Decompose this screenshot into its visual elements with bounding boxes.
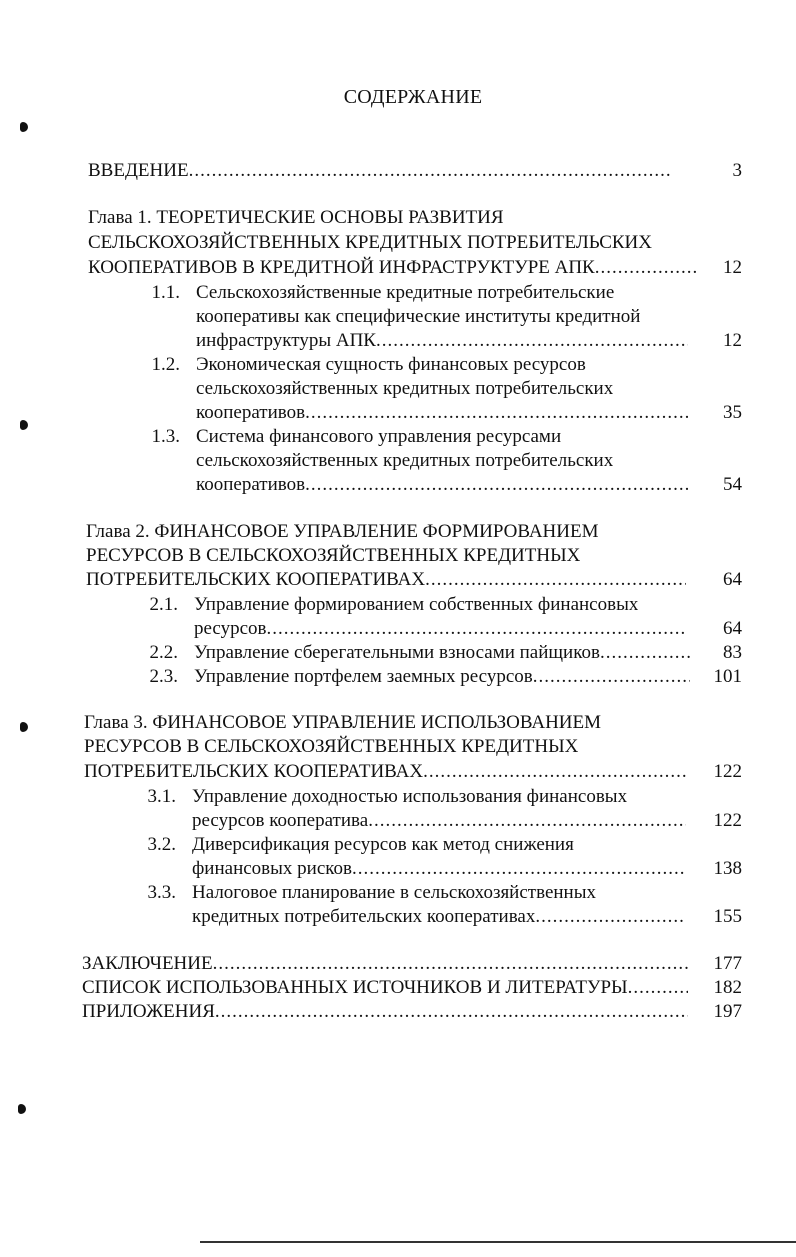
- leader-dots: [376, 329, 688, 353]
- toc-page-number: 12: [723, 257, 742, 278]
- chapter-3-title-line: ПОТРЕБИТЕЛЬСКИХ КООПЕРАТИВАХ: [84, 761, 424, 782]
- toc-entry-section-1-3[interactable]: [196, 473, 688, 497]
- section-2-1-line: ресурсов: [194, 618, 267, 639]
- section-number: 1.3.: [151, 426, 180, 447]
- section-number: 3.1.: [147, 786, 176, 807]
- toc-page-number: 122: [713, 761, 742, 782]
- toc-entry-section-2-2[interactable]: [194, 641, 690, 665]
- toc-page-number: 122: [713, 810, 742, 831]
- section-3-2-line: Диверсификация ресурсов как метод снижения: [192, 834, 574, 855]
- binder-mark: [20, 722, 28, 732]
- section-1-3-line: Система финансового управления ресурсами: [196, 426, 562, 447]
- section-number: 1.1.: [151, 282, 180, 303]
- leader-dots: [368, 809, 686, 833]
- toc-entry-section-2-1[interactable]: [194, 617, 686, 641]
- leader-dots: [213, 952, 688, 976]
- toc-page-number: 64: [723, 618, 742, 639]
- section-number: 2.1.: [149, 594, 178, 615]
- toc-entry-chapter-1[interactable]: [88, 256, 696, 280]
- section-1-3-line: кооперативов: [196, 474, 306, 495]
- toc-page-number: 177: [713, 953, 742, 974]
- toc-page-number: 155: [713, 906, 742, 927]
- toc-page-number: 83: [723, 642, 742, 663]
- leader-dots: [215, 1000, 688, 1024]
- toc-page-number: 182: [713, 977, 742, 998]
- toc-entry-label: ВВЕДЕНИЕ: [88, 160, 189, 181]
- leader-dots: [600, 641, 690, 665]
- section-1-1-line: кооперативы как специфические институты кредитной: [196, 306, 641, 327]
- section-3-3-line: Налоговое планирование в сельскохозяйственных: [192, 882, 596, 903]
- section-number: 3.2.: [147, 834, 176, 855]
- section-1-2-line: Экономическая сущность финансовых ресурсов: [196, 354, 586, 375]
- leader-dots: [305, 473, 688, 497]
- toc-entry-section-3-1[interactable]: [192, 809, 686, 833]
- section-3-3-line: кредитных потребительских кооперативах: [192, 906, 536, 927]
- section-2-3-line: Управление портфелем заемных ресурсов: [194, 666, 533, 687]
- toc-entry-label: ПРИЛОЖЕНИЯ: [82, 1001, 215, 1022]
- toc-entry-intro[interactable]: [88, 159, 672, 183]
- toc-page-number: 3: [732, 160, 742, 181]
- leader-dots: [535, 905, 686, 929]
- toc-entry-section-1-2[interactable]: [196, 401, 688, 425]
- toc-entry-label: ЗАКЛЮЧЕНИЕ: [82, 953, 213, 974]
- binder-mark: [20, 122, 28, 132]
- section-3-2-line: финансовых рисков: [192, 858, 353, 879]
- leader-dots: [533, 665, 690, 689]
- leader-dots: [352, 857, 686, 881]
- toc-entry-label: СПИСОК ИСПОЛЬЗОВАННЫХ ИСТОЧНИКОВ И ЛИТЕРАТУРЫ: [82, 977, 628, 998]
- section-3-1-line: Управление доходностью использования финансовых: [192, 786, 628, 807]
- chapter-2-title-line: Глава 2. ФИНАНСОВОЕ УПРАВЛЕНИЕ ФОРМИРОВАНИЕМ: [86, 521, 599, 542]
- section-1-1-line: инфраструктуры АПК: [196, 330, 376, 351]
- chapter-2-title-line: РЕСУРСОВ В СЕЛЬСКОХОЗЯЙСТВЕННЫХ КРЕДИТНЫХ: [86, 545, 581, 566]
- chapter-1-title-line: СЕЛЬСКОХОЗЯЙСТВЕННЫХ КРЕДИТНЫХ ПОТРЕБИТЕЛЬСКИХ: [88, 232, 652, 253]
- chapter-1-title-line: Глава 1. ТЕОРЕТИЧЕСКИЕ ОСНОВЫ РАЗВИТИЯ: [88, 207, 504, 228]
- section-2-2-line: Управление сберегательными взносами пайщиков: [194, 642, 600, 663]
- chapter-3-title-line: Глава 3. ФИНАНСОВОЕ УПРАВЛЕНИЕ ИСПОЛЬЗОВАНИЕМ: [84, 712, 602, 733]
- scan-edge-line: [200, 1241, 796, 1243]
- toc-entry-chapter-2[interactable]: [86, 568, 686, 592]
- toc-entry-section-3-3[interactable]: [192, 905, 686, 929]
- toc-entry-conclusion[interactable]: [82, 952, 688, 976]
- section-1-3-line: сельскохозяйственных кредитных потребительских: [196, 450, 614, 471]
- section-number: 2.3.: [149, 666, 178, 687]
- leader-dots: [423, 760, 688, 784]
- page-title: СОДЕРЖАНИЕ: [343, 86, 483, 108]
- toc-entry-chapter-3[interactable]: [84, 760, 688, 784]
- section-number: 2.2.: [149, 642, 178, 663]
- section-number: 3.3.: [147, 882, 176, 903]
- leader-dots: [628, 976, 688, 1000]
- binder-mark: [20, 420, 28, 430]
- leader-dots: [305, 401, 688, 425]
- toc-page-number: 35: [723, 402, 742, 423]
- leader-dots: [267, 617, 687, 641]
- toc-page-number: 12: [723, 330, 742, 351]
- chapter-1-title-line: КООПЕРАТИВОВ В КРЕДИТНОЙ ИНФРАСТРУКТУРЕ АПК: [88, 257, 595, 278]
- toc-entry-section-3-2[interactable]: [192, 857, 686, 881]
- toc-entry-appendix[interactable]: [82, 1000, 688, 1024]
- section-1-1-line: Сельскохозяйственные кредитные потребительские: [196, 282, 615, 303]
- toc-page-number: 197: [713, 1001, 742, 1022]
- section-2-1-line: Управление формированием собственных финансовых: [194, 594, 639, 615]
- toc-entry-sources[interactable]: [82, 976, 688, 1000]
- chapter-2-title-line: ПОТРЕБИТЕЛЬСКИХ КООПЕРАТИВАХ: [86, 569, 426, 590]
- toc-page-number: 138: [713, 858, 742, 879]
- chapter-3-title-line: РЕСУРСОВ В СЕЛЬСКОХОЗЯЙСТВЕННЫХ КРЕДИТНЫХ: [84, 736, 579, 757]
- toc-entry-section-1-1[interactable]: [196, 329, 688, 353]
- toc-entry-section-2-3[interactable]: [194, 665, 690, 689]
- toc-page-number: 101: [713, 666, 742, 687]
- toc-page-number: 54: [723, 474, 742, 495]
- leader-dots: [189, 159, 672, 183]
- binder-mark: [18, 1104, 26, 1114]
- section-1-2-line: сельскохозяйственных кредитных потребительских: [196, 378, 614, 399]
- section-number: 1.2.: [151, 354, 180, 375]
- leader-dots: [595, 256, 696, 280]
- section-3-1-line: ресурсов кооператива: [192, 810, 369, 831]
- section-1-2-line: кооперативов: [196, 402, 306, 423]
- toc-page-number: 64: [723, 569, 742, 590]
- leader-dots: [425, 568, 686, 592]
